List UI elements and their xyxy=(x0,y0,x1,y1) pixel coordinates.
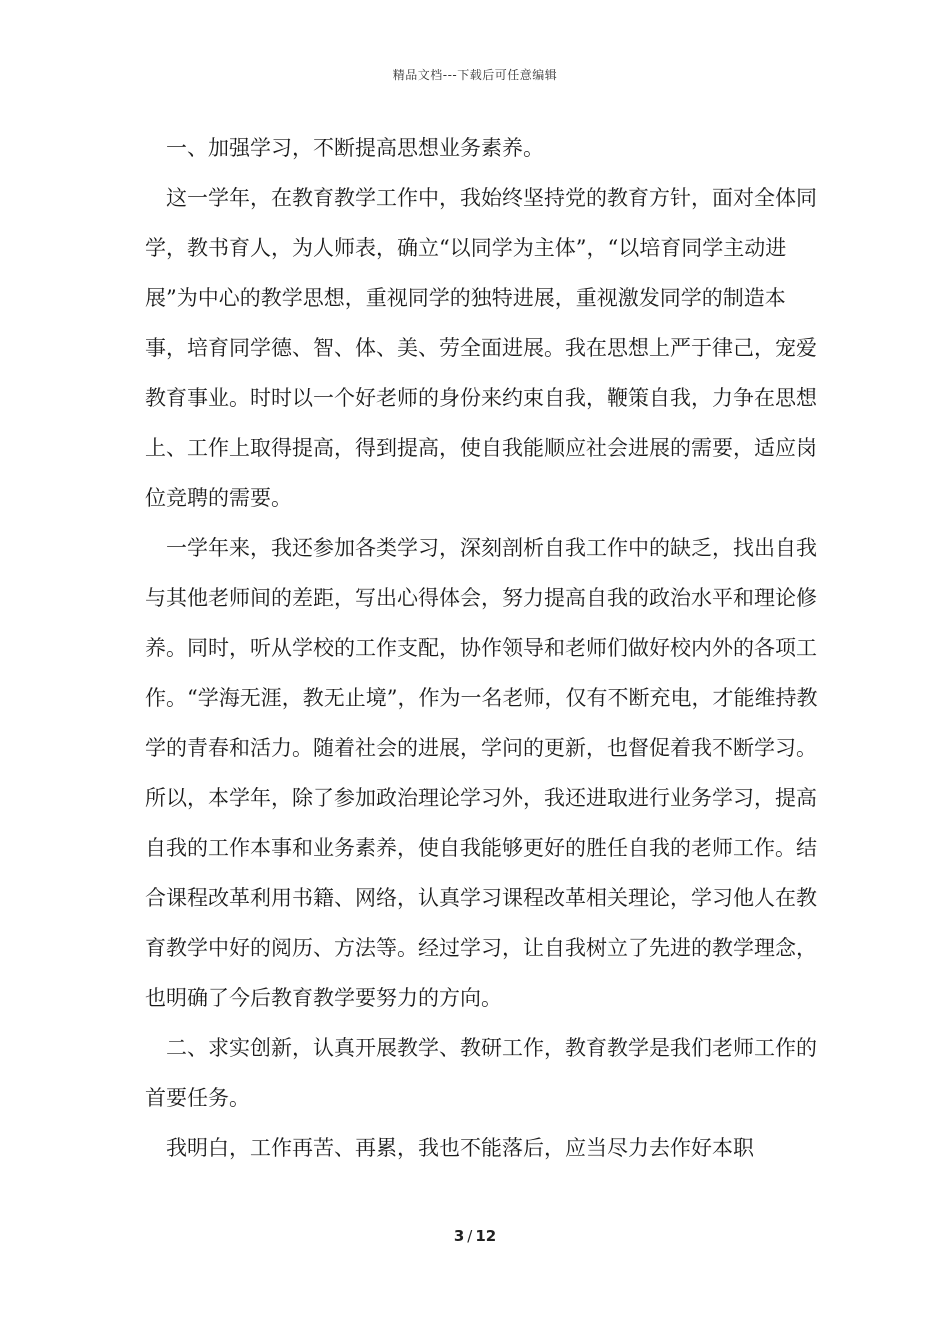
paragraph: 一学年来，我还参加各类学习，深刻剖析自我工作中的缺乏，找出自我与其他老师间的差距，写出心得体会，努力提高自我的政治水平和理论修养。同时，听从学校的工作支配，协作领导和老师们做好校内外的各项工作。“学海无涯，教无止境”，作为一名老师，仅有不断充电，才能维持教学的青春和活力。随着社会的进展，学问的更新，也督促着我不断学习。所以，本学年，除了参加政治理论学习外，我还进取进行业务学习，提高自我的工作本事和业务素养，使自我能够更好的胜任自我的老师工作。结合课程改革利用书籍、网络，认真学习课程改革相关理论，学习他人在教育教学中好的阅历、方法等。经过学习，让自我树立了先进的教学理念，也明确了今后教育教学要努力的方向。 xyxy=(145,536,818,1010)
document-body xyxy=(145,123,825,1173)
page-separator: / xyxy=(467,1227,473,1245)
total-pages-number: 12 xyxy=(475,1227,497,1245)
current-page-number: 3 xyxy=(453,1227,465,1245)
document-header: 精品文档---下载后可任意编辑 xyxy=(392,68,558,82)
page-number xyxy=(0,1227,950,1245)
paragraph: 这一学年，在教育教学工作中，我始终坚持党的教育方针，面对全体同学，教书育人，为人师表，确立“以同学为主体”，“以培育同学主动进展”为中心的教学思想，重视同学的独特进展，重视激发同学的制造本事，培育同学德、智、体、美、劳全面进展。我在思想上严于律己，宠爱教育事业。时时以一个好老师的身份来约束自我，鞭策自我，力争在思想上、工作上取得提高，得到提高，使自我能顺应社会进展的需要，适应岗位竞聘的需要。 xyxy=(145,186,817,510)
section-heading-2: 二、求实创新，认真开展教学、教研工作，教育教学是我们老师工作的首要任务。 xyxy=(145,1036,817,1110)
paragraph: 我明白，工作再苦、再累，我也不能落后，应当尽力去作好本职 xyxy=(166,1136,754,1160)
section-heading-1: 一、加强学习，不断提高思想业务素养。 xyxy=(166,136,544,160)
